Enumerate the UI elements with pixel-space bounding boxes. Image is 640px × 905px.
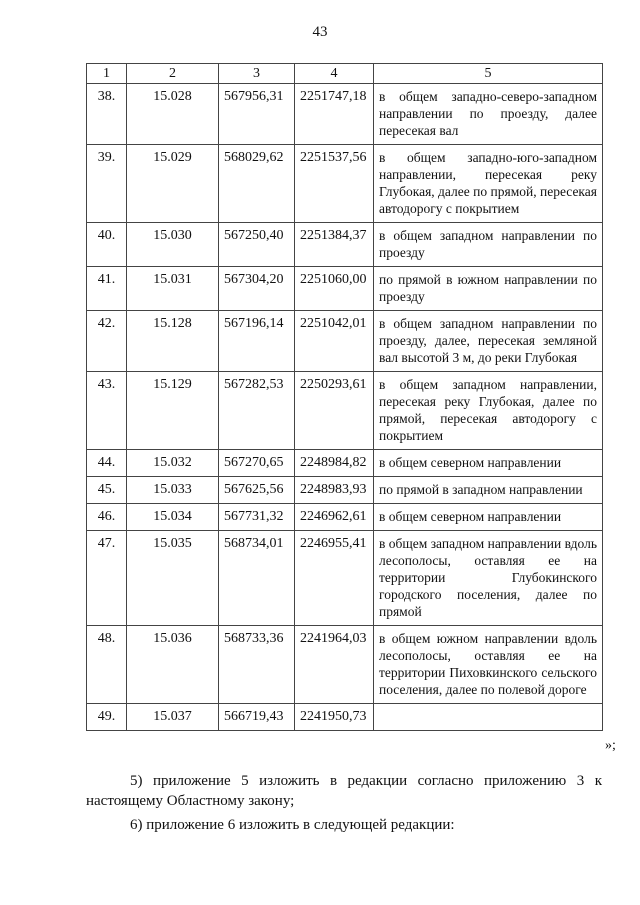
paragraph-item-6 xyxy=(86,815,602,835)
table-row xyxy=(87,626,603,704)
table-header-row xyxy=(87,64,603,84)
route-description-cell: в общем западном направлении по проезду xyxy=(374,223,603,267)
row-number-cell: 44. xyxy=(87,450,127,477)
route-description-cell: в общем северном направлении xyxy=(374,450,603,477)
x-coordinate-cell: 567956,31 xyxy=(219,84,295,145)
y-coordinate-cell: 2248984,82 xyxy=(295,450,374,477)
row-number-cell: 40. xyxy=(87,223,127,267)
row-number-cell: 42. xyxy=(87,311,127,372)
x-coordinate-cell: 567250,40 xyxy=(219,223,295,267)
x-coordinate-cell: 567196,14 xyxy=(219,311,295,372)
x-coordinate-cell: 567282,53 xyxy=(219,372,295,450)
x-coordinate-cell: 568734,01 xyxy=(219,531,295,626)
point-id-cell: 15.036 xyxy=(127,626,219,704)
table-row xyxy=(87,704,603,731)
table-row xyxy=(87,223,603,267)
row-number-cell: 39. xyxy=(87,145,127,223)
row-number-cell: 46. xyxy=(87,504,127,531)
x-coordinate-cell: 567304,20 xyxy=(219,267,295,311)
route-description-cell: в общем западно-юго-западном направлении, пересекая реку Глубокая, далее по прямой, пересекая автодорогу с покрытием xyxy=(374,145,603,223)
column-header-4: 4 xyxy=(295,64,374,84)
table-row xyxy=(87,504,603,531)
column-header-1: 1 xyxy=(87,64,127,84)
row-number-cell: 41. xyxy=(87,267,127,311)
x-coordinate-cell: 567731,32 xyxy=(219,504,295,531)
route-description-cell: по прямой в южном направлении по проезду xyxy=(374,267,603,311)
row-number-cell: 47. xyxy=(87,531,127,626)
row-number-cell: 49. xyxy=(87,704,127,731)
point-id-cell: 15.030 xyxy=(127,223,219,267)
y-coordinate-cell: 2251042,01 xyxy=(295,311,374,372)
x-coordinate-cell: 568029,62 xyxy=(219,145,295,223)
table-row xyxy=(87,372,603,450)
route-description-cell: в общем западном направлении вдоль лесополосы, оставляя ее на территории Глубокинского городского поселения, далее по прямой xyxy=(374,531,603,626)
point-id-cell: 15.033 xyxy=(127,477,219,504)
point-id-cell: 15.028 xyxy=(127,84,219,145)
point-id-cell: 15.029 xyxy=(127,145,219,223)
row-number-cell: 45. xyxy=(87,477,127,504)
table-body xyxy=(87,84,603,731)
y-coordinate-cell: 2246962,61 xyxy=(295,504,374,531)
y-coordinate-cell: 2251537,56 xyxy=(295,145,374,223)
point-id-cell: 15.035 xyxy=(127,531,219,626)
point-id-cell: 15.128 xyxy=(127,311,219,372)
point-id-cell: 15.037 xyxy=(127,704,219,731)
row-number-cell: 38. xyxy=(87,84,127,145)
row-number-cell: 48. xyxy=(87,626,127,704)
y-coordinate-cell: 2250293,61 xyxy=(295,372,374,450)
point-id-cell: 15.031 xyxy=(127,267,219,311)
paragraph-item-6-text: 6) приложение 6 изложить в следующей редакции: xyxy=(130,817,455,833)
point-id-cell: 15.034 xyxy=(127,504,219,531)
table-row xyxy=(87,267,603,311)
y-coordinate-cell: 2246955,41 xyxy=(295,531,374,626)
x-coordinate-cell: 566719,43 xyxy=(219,704,295,731)
route-description-cell: в общем западном направлении, пересекая реку Глубокая, далее по прямой, пересекая автодорогу с покрытием xyxy=(374,372,603,450)
y-coordinate-cell: 2251060,00 xyxy=(295,267,374,311)
table-row xyxy=(87,84,603,145)
route-description-cell xyxy=(374,704,603,731)
x-coordinate-cell: 567625,56 xyxy=(219,477,295,504)
table-row xyxy=(87,145,603,223)
y-coordinate-cell: 2251747,18 xyxy=(295,84,374,145)
route-description-cell: по прямой в западном направлении xyxy=(374,477,603,504)
coordinates-table xyxy=(86,63,603,731)
x-coordinate-cell: 568733,36 xyxy=(219,626,295,704)
table-row xyxy=(87,477,603,504)
paragraph-item-5 xyxy=(86,771,602,811)
route-description-cell: в общем северном направлении xyxy=(374,504,603,531)
closing-quote-mark: »; xyxy=(605,738,616,753)
point-id-cell: 15.129 xyxy=(127,372,219,450)
y-coordinate-cell: 2251384,37 xyxy=(295,223,374,267)
column-header-3: 3 xyxy=(219,64,295,84)
y-coordinate-cell: 2248983,93 xyxy=(295,477,374,504)
page-number: 43 xyxy=(312,24,328,40)
table-row xyxy=(87,311,603,372)
y-coordinate-cell: 2241950,73 xyxy=(295,704,374,731)
route-description-cell: в общем западно-северо-западном направлении по проезду, далее пересекая вал xyxy=(374,84,603,145)
table-row xyxy=(87,450,603,477)
table-row xyxy=(87,531,603,626)
point-id-cell: 15.032 xyxy=(127,450,219,477)
route-description-cell: в общем южном направлении вдоль лесополосы, оставляя ее на территории Пиховкинского сельского поселения, далее по полевой дороге xyxy=(374,626,603,704)
route-description-cell: в общем западном направлении по проезду, далее, пересекая земляной вал высотой 3 м, до реки Глубокая xyxy=(374,311,603,372)
x-coordinate-cell: 567270,65 xyxy=(219,450,295,477)
paragraph-item-5-text: 5) приложение 5 изложить в редакции согласно приложению 3 к настоящему Областному закону; xyxy=(86,773,602,809)
row-number-cell: 43. xyxy=(87,372,127,450)
y-coordinate-cell: 2241964,03 xyxy=(295,626,374,704)
column-header-2: 2 xyxy=(127,64,219,84)
column-header-5: 5 xyxy=(374,64,603,84)
